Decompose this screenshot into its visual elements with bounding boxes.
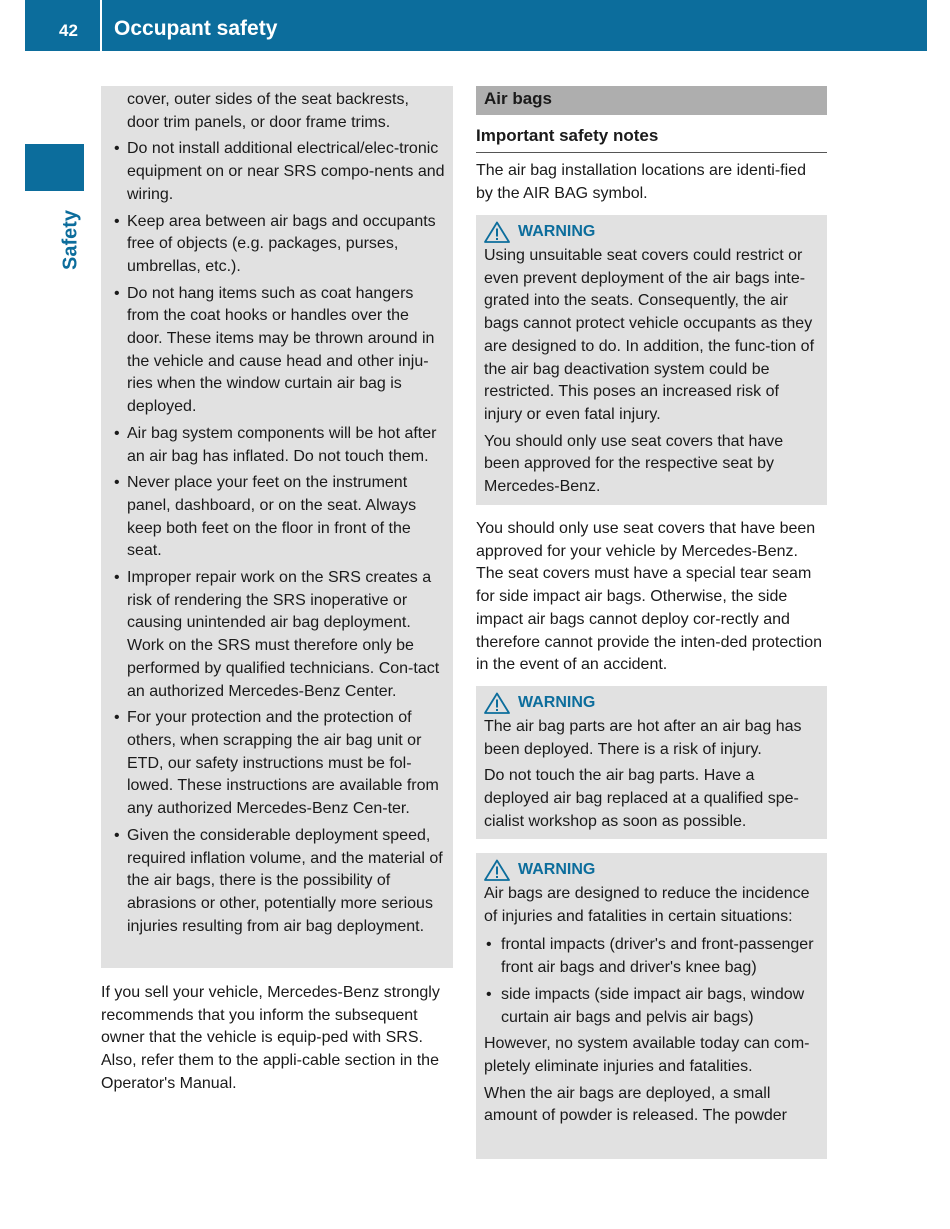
list-item: • For your protection and the protection of others, when scrapping the air bag unit or ETD, our safety instructions must be fol-lowed. These instructions are available from any authorized Mercedes-Benz Cen-ter. [112,707,445,821]
list-item: • Improper repair work on the SRS creates a risk of rendering the SRS inoperative or causing unintended air bag deployment. Work on the SRS must therefore only be performed by qualified technicians. Con-tact an authorized Mercedes-Benz Center. [112,567,445,703]
list-item: • side impacts (side impact air bags, window curtain air bags and pelvis air bags) [484,984,819,1029]
warning-text: The air bag parts are hot after an air bag has been deployed. There is a risk of injury. [484,718,802,758]
warning-triangle-icon [484,692,510,714]
sell-vehicle-paragraph: If you sell your vehicle, Mercedes-Benz strongly recommends that you inform the subsequent owner that the vehicle is equip-ped with SRS. Also, refer them to the appli-cable section in the Operator's Manual. [101,984,440,1092]
continued-text: cover, outer sides of the seat backrests, door trim panels, or door frame trims. [127,91,409,131]
warning-box-limitations [476,853,827,1159]
safety-notes-box [101,86,453,968]
header-divider [100,0,102,51]
warning-box-seat-covers [476,215,827,505]
impact-bullet-list [484,934,819,1029]
warning-text: You should only use seat covers that have been approved for the respective seat by Mercedes-Benz. [484,432,784,496]
seat-covers-paragraph: You should only use seat covers that have been approved for your vehicle by Mercedes-Benz. The seat covers must have a special tear seam for side impact air bags. Otherwise, the side impact air bags cannot deploy cor-rectly and therefore cannot provide the inten-ded protection in the event of an accident. [476,520,823,674]
intro-paragraph: The air bag installation locations are identi-fied by the AIR BAG symbol. [476,162,806,202]
list-item: • Air bag system components will be hot after an air bag has inflated. Do not touch them. [112,423,445,468]
warning-text: Air bags are designed to reduce the incidence of injuries and fatalities in certain situations: [484,885,810,925]
warning-heading [484,690,819,716]
side-tab-label: Safety [59,209,82,271]
side-tab-marker [25,144,84,191]
warning-text: However, no system available today can com-pletely eliminate injuries and fatalities. [484,1035,810,1075]
list-item: • Given the considerable deployment speed, required inflation volume, and the material of the air bags, there is the possibility of abrasions or other, potentially more serious injuries resulting from air bag deployment. [112,825,445,939]
warning-text: Do not touch the air bag parts. Have a deployed air bag replaced at a qualified spe-cialist workshop as soon as possible. [484,767,799,830]
warning-heading [484,857,819,883]
warning-label: WARNING [518,694,596,711]
warning-text: Using unsuitable seat covers could restrict or even prevent deployment of the air bags inte-grated into the seats. Consequently, the air bags cannot protect vehicle occupants as they are designed to do. In addition, the func-tion of the air bag deactivation system could be restricted. This poses an increased risk of injury or even fatal injury. [484,247,815,423]
list-item: • Do not install additional electrical/elec-tronic equipment on or near SRS compo-nents and wiring. [112,138,445,206]
page-header [25,0,927,51]
warning-text: When the air bags are deployed, a small amount of powder is released. The powder [484,1084,787,1125]
list-item: • Never place your feet on the instrument panel, dashboard, or on the seat. Always keep both feet on the floor in front of the seat. [112,472,445,563]
list-item: • frontal impacts (driver's and front-passenger front air bags and driver's knee bag) [484,934,819,979]
section-title-bar: Air bags [476,86,827,115]
list-item: • Keep area between air bags and occupants free of objects (e.g. packages, purses, umbrellas, etc.). [112,211,445,279]
warning-label: WARNING [518,223,596,240]
warning-label: WARNING [518,861,596,878]
warning-box-hot-parts [476,686,827,839]
warning-triangle-icon [484,859,510,881]
page-number: 42 [59,21,78,40]
warning-heading [484,219,819,245]
warning-triangle-icon [484,221,510,243]
subheading: Important safety notes [476,124,827,153]
chapter-title: Occupant safety [114,17,278,40]
list-item: • Do not hang items such as coat hangers from the coat hooks or handles over the door. These items may be thrown around in the vehicle and cause head and other inju-ries when the window curtain air bag is deployed. [112,283,445,419]
safety-bullet-list [112,138,445,938]
